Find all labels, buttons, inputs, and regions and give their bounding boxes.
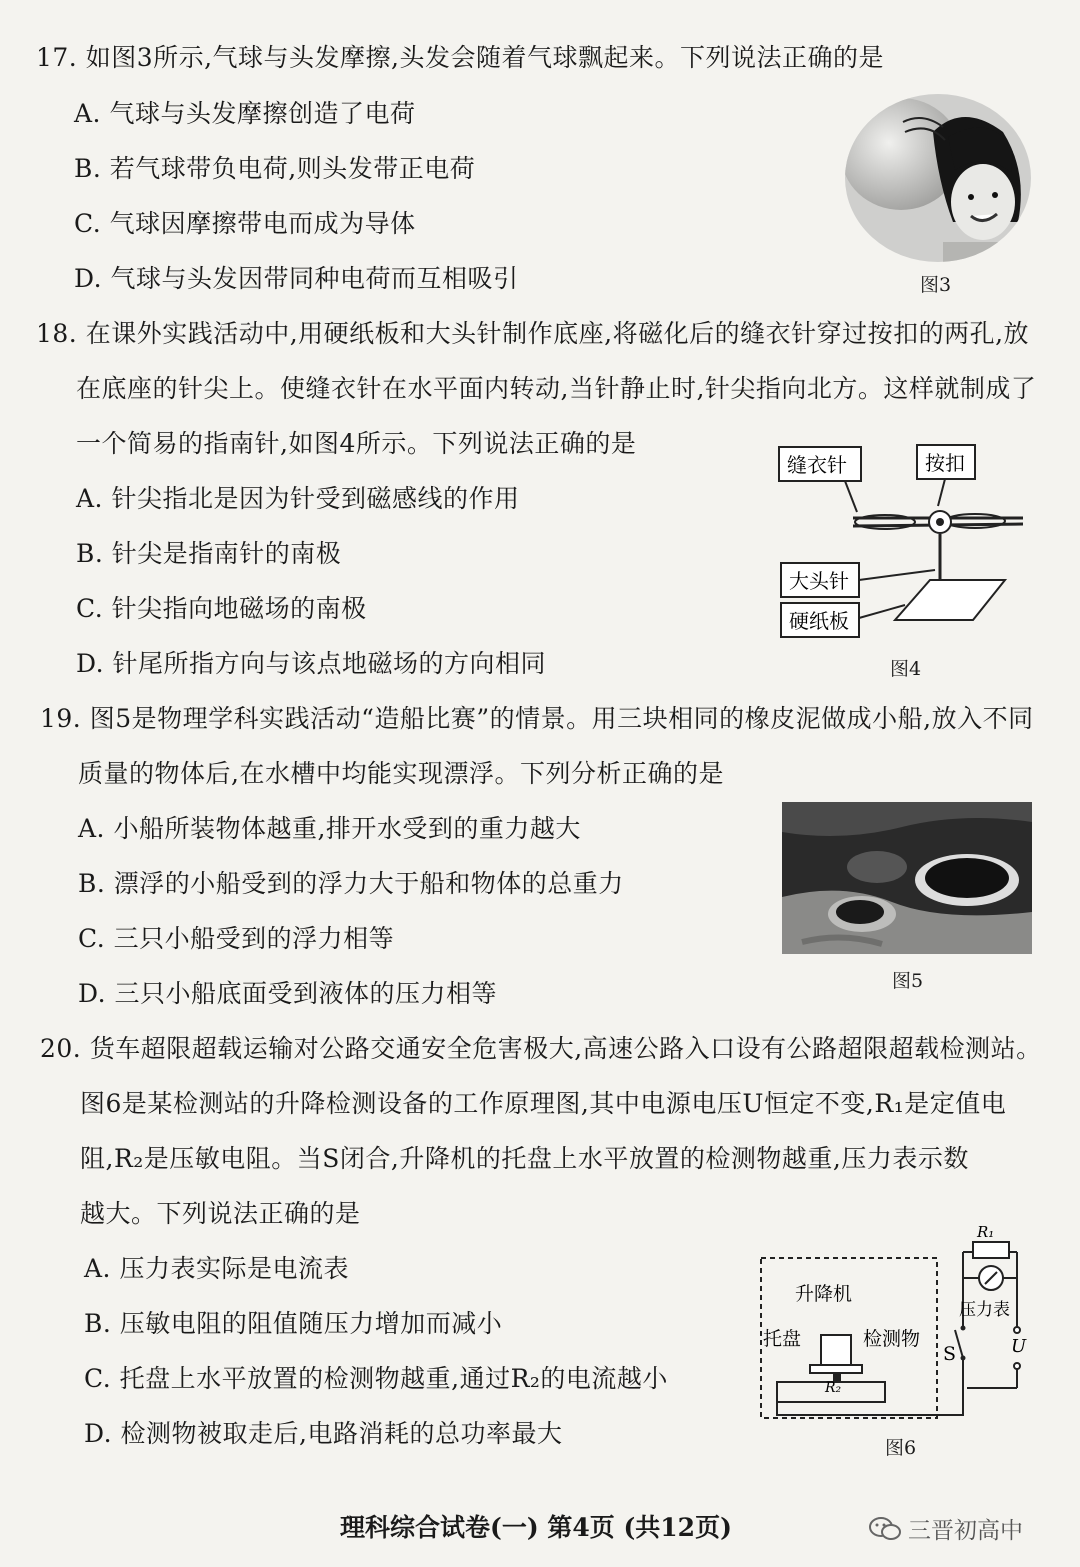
q17-option-b: B. 若气球带负电荷,则头发带正电荷 bbox=[74, 154, 476, 183]
q19-option-b: B. 漂浮的小船受到的浮力大于船和物体的总重力 bbox=[78, 869, 624, 898]
q17-option-a: A. 气球与头发摩擦创造了电荷 bbox=[74, 99, 416, 128]
q20-option-b: B. 压敏电阻的阻值随压力增加而减小 bbox=[84, 1309, 503, 1338]
tray-label: 托盘 bbox=[763, 1328, 802, 1350]
watermark-text: 三晋初高中 bbox=[908, 1518, 1023, 1544]
q19-stem-line-1: 19. 图5是物理学科实践活动“造船比赛”的情景。用三块相同的橡皮泥做成小船,放入不同 bbox=[40, 704, 1034, 733]
q18-option-a: A. 针尖指北是因为针受到磁感线的作用 bbox=[76, 484, 520, 513]
pin-label: 大头针 bbox=[789, 569, 849, 593]
q19-option-a: A. 小船所装物体越重,排开水受到的重力越大 bbox=[78, 814, 581, 843]
q18-option-d: D. 针尾所指方向与该点地磁场的方向相同 bbox=[76, 649, 547, 678]
gauge-label: 压力表 bbox=[959, 1300, 1010, 1320]
wechat-icon bbox=[868, 1515, 902, 1543]
q18-stem-line-2: 在底座的针尖上。使缝衣针在水平面内转动,当针静止时,针尖指向北方。这样就制成了 bbox=[76, 374, 1037, 403]
figure-5-boat-photo bbox=[782, 802, 1032, 954]
r1-label: R₁ bbox=[977, 1223, 995, 1241]
lift-label: 升降机 bbox=[795, 1283, 853, 1305]
watermark bbox=[868, 1512, 1023, 1545]
needle-label: 缝衣针 bbox=[787, 453, 847, 477]
q17-option-c: C. 气球因摩擦带电而成为导体 bbox=[74, 209, 416, 238]
q18-option-c: C. 针尖指向地磁场的南极 bbox=[76, 594, 367, 623]
snap-label: 按扣 bbox=[925, 451, 965, 475]
switch-label: S bbox=[943, 1343, 957, 1365]
q20-option-d: D. 检测物被取走后,电路消耗的总功率最大 bbox=[84, 1419, 563, 1448]
page-footer: 理科综合试卷(一) 第4页 (共12页) bbox=[340, 1513, 732, 1542]
r2-label: R₂ bbox=[825, 1380, 842, 1396]
figure-6-caption: 图6 bbox=[885, 1437, 917, 1459]
q20-option-a: A. 压力表实际是电流表 bbox=[84, 1254, 349, 1283]
figure-6-circuit-diagram bbox=[755, 1218, 1035, 1430]
q17-stem: 17. 如图3所示,气球与头发摩擦,头发会随着气球飘起来。下列说法正确的是 bbox=[36, 43, 885, 72]
q18-stem-line-1: 18. 在课外实践活动中,用硬纸板和大头针制作底座,将磁化后的缝衣针穿过按扣的两孔,放 bbox=[36, 319, 1030, 348]
figure-4-caption: 图4 bbox=[890, 658, 922, 680]
object-label: 检测物 bbox=[863, 1328, 921, 1350]
q19-stem-line-2: 质量的物体后,在水槽中均能实现漂浮。下列分析正确的是 bbox=[78, 759, 724, 788]
board-label: 硬纸板 bbox=[789, 609, 849, 633]
figure-3-caption: 图3 bbox=[920, 274, 952, 296]
figure-3-balloon-photo bbox=[843, 92, 1033, 264]
q17-option-d: D. 气球与头发因带同种电荷而互相吸引 bbox=[74, 264, 519, 293]
q20-stem-line-4: 越大。下列说法正确的是 bbox=[80, 1199, 361, 1228]
figure-4-compass-diagram bbox=[775, 440, 1035, 650]
q20-option-c: C. 托盘上水平放置的检测物越重,通过R₂的电流越小 bbox=[84, 1364, 668, 1393]
q18-stem-line-3: 一个简易的指南针,如图4所示。下列说法正确的是 bbox=[76, 429, 637, 458]
figure-5-caption: 图5 bbox=[892, 970, 924, 992]
q19-option-c: C. 三只小船受到的浮力相等 bbox=[78, 924, 395, 953]
q20-stem-line-3: 阻,R₂是压敏电阻。当S闭合,升降机的托盘上水平放置的检测物越重,压力表示数 bbox=[80, 1144, 969, 1173]
voltage-label: U bbox=[1011, 1336, 1027, 1357]
q20-stem-line-2: 图6是某检测站的升降检测设备的工作原理图,其中电源电压U恒定不变,R₁是定值电 bbox=[80, 1089, 1007, 1118]
q20-stem-line-1: 20. 货车超限超载运输对公路交通安全危害极大,高速公路入口设有公路超限超载检测站。 bbox=[40, 1034, 1042, 1063]
q18-option-b: B. 针尖是指南针的南极 bbox=[76, 539, 342, 568]
q19-option-d: D. 三只小船底面受到液体的压力相等 bbox=[78, 979, 498, 1008]
